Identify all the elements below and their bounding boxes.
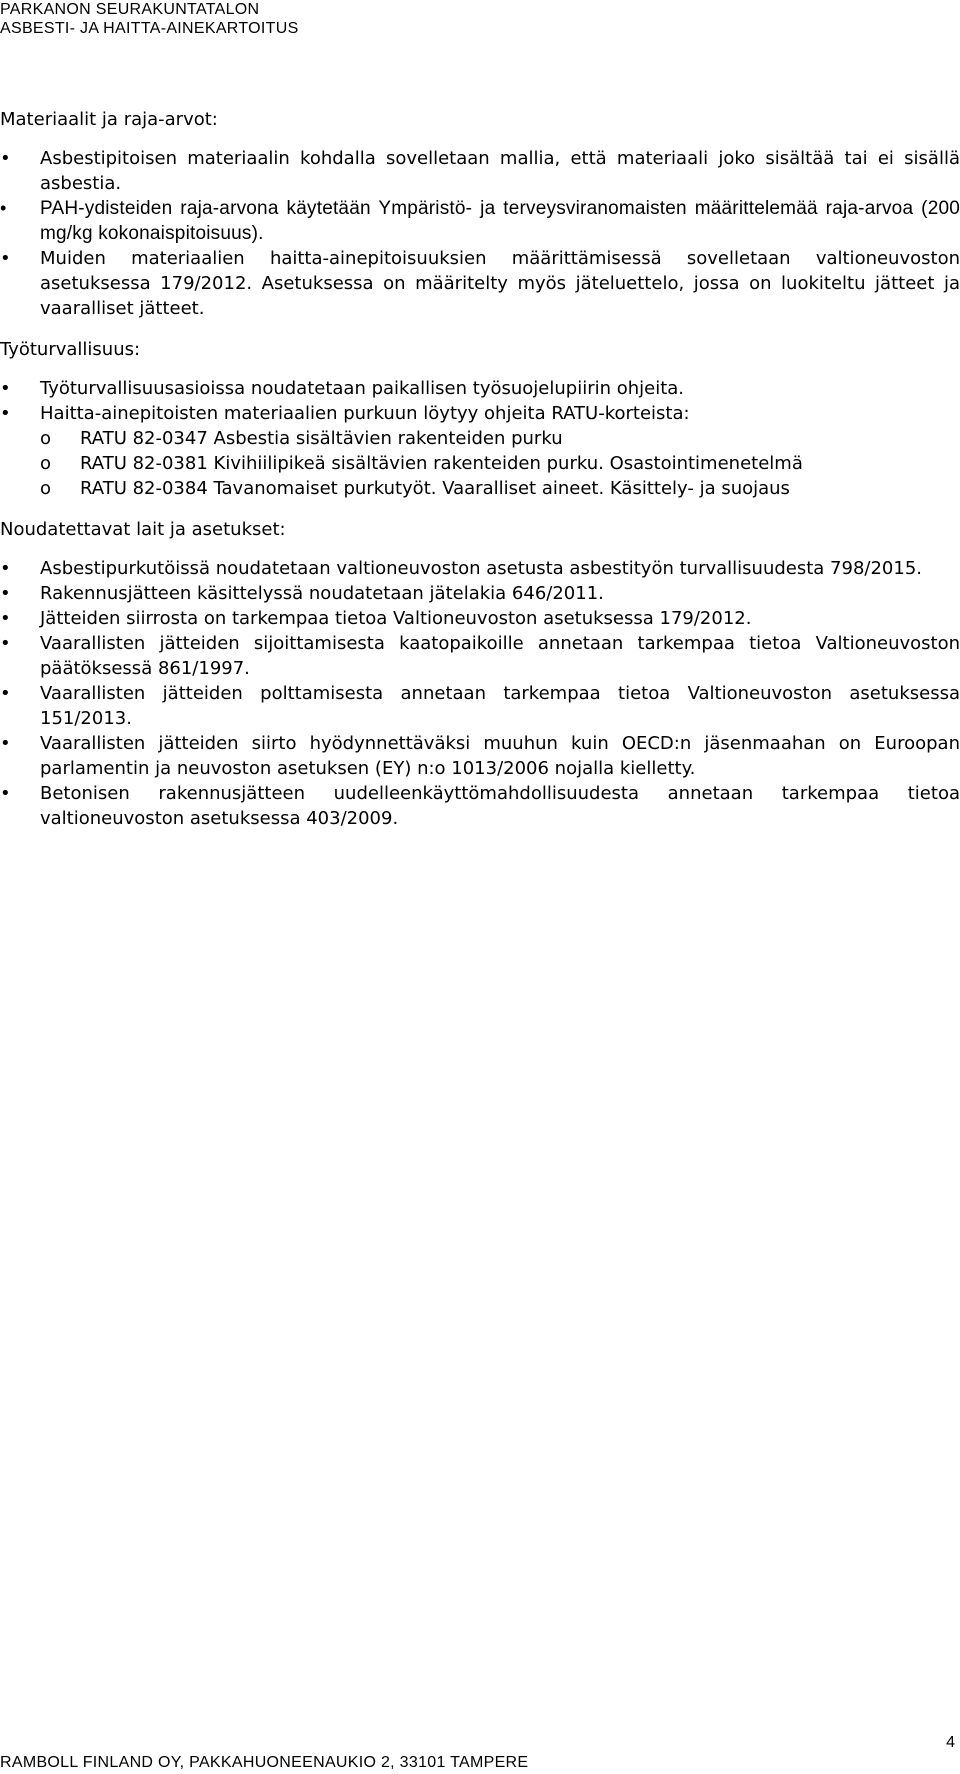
list-item: • PAH-ydisteiden raja-arvona käytetään Ympäristö- ja terveysviranomaisten määrittelemää raja-arvoa (200 mg/kg kokonaispitoisuus). (0, 196, 960, 246)
sub-list-item: o RATU 82-0381 Kivihiilipikeä sisältävien rakenteiden purku. Osastointimenetelmä (0, 451, 960, 476)
list-item: • Muiden materiaalien haitta-ainepitoisuuksien määrittämisessä sovelletaan valtioneuvoston asetuksessa 179/2012. Asetuksessa on määritelty myös jäteluettelo, jossa on luokiteltu jätteet ja vaaralliset jätteet. (0, 246, 960, 321)
list-item (0, 401, 960, 426)
document-header (0, 0, 960, 38)
sub-list-item: o RATU 82-0347 Asbestia sisältävien rakenteiden purku (0, 426, 960, 451)
ratu-list (0, 426, 960, 501)
list-item-text: Haitta-ainepitoisten materiaalien purkuun löytyy ohjeita RATU-korteista: (40, 403, 690, 424)
list-item: • Työturvallisuusasioissa noudatetaan paikallisen työsuojelupiirin ohjeita. (0, 376, 960, 401)
list-item: • Betonisen rakennusjätteen uudelleenkäyttömahdollisuudesta annetaan tarkempaa tietoa valtioneuvoston asetuksessa 403/2009. (0, 781, 960, 831)
list-item: • Vaarallisten jätteiden siirto hyödynnettäväksi muuhun kuin OECD:n jäsenmaahan on Euroopan parlamentin ja neuvoston asetuksen (EY) n:o 1013/2006 nojalla kielletty. (0, 731, 960, 781)
list-item: • Rakennusjätteen käsittelyssä noudatetaan jätelakia 646/2011. (0, 581, 960, 606)
laws-list (0, 556, 960, 831)
footer-company: RAMBOLL FINLAND OY, PAKKAHUONEENAUKIO 2, 33101 TAMPERE (0, 1754, 529, 1771)
sub-list-item: o RATU 82-0384 Tavanomaiset purkutyöt. Vaaralliset aineet. Käsittely- ja suojaus (0, 476, 960, 501)
document-footer (0, 1734, 960, 1774)
list-item: • Asbestipitoisen materiaalin kohdalla sovelletaan mallia, että materiaali joko sisältää tai ei sisällä asbestia. (0, 146, 960, 196)
document-body (0, 107, 960, 831)
safety-list (0, 376, 960, 426)
header-subtitle: ASBESTI- JA HAITTA-AINEKARTOITUS (0, 20, 299, 37)
list-item: • Asbestipurkutöissä noudatetaan valtioneuvoston asetusta asbestityön turvallisuudesta 798/2015. (0, 556, 960, 581)
list-item: • Vaarallisten jätteiden polttamisesta annetaan tarkempaa tietoa Valtioneuvoston asetuksessa 151/2013. (0, 681, 960, 731)
materials-list (0, 146, 960, 321)
section-title-laws: Noudatettavat lait ja asetukset: (0, 519, 286, 540)
list-item: • Vaarallisten jätteiden sijoittamisesta kaatopaikoille annetaan tarkempaa tietoa Valtioneuvoston päätöksessä 861/1997. (0, 631, 960, 681)
section-title-materials: Materiaalit ja raja-arvot: (0, 109, 218, 130)
list-item: • Jätteiden siirrosta on tarkempaa tietoa Valtioneuvoston asetuksessa 179/2012. (0, 606, 960, 631)
section-title-safety: Työturvallisuus: (0, 339, 141, 360)
header-title: PARKANON SEURAKUNTATALON (0, 1, 260, 18)
page-number: 4 (946, 1734, 955, 1751)
